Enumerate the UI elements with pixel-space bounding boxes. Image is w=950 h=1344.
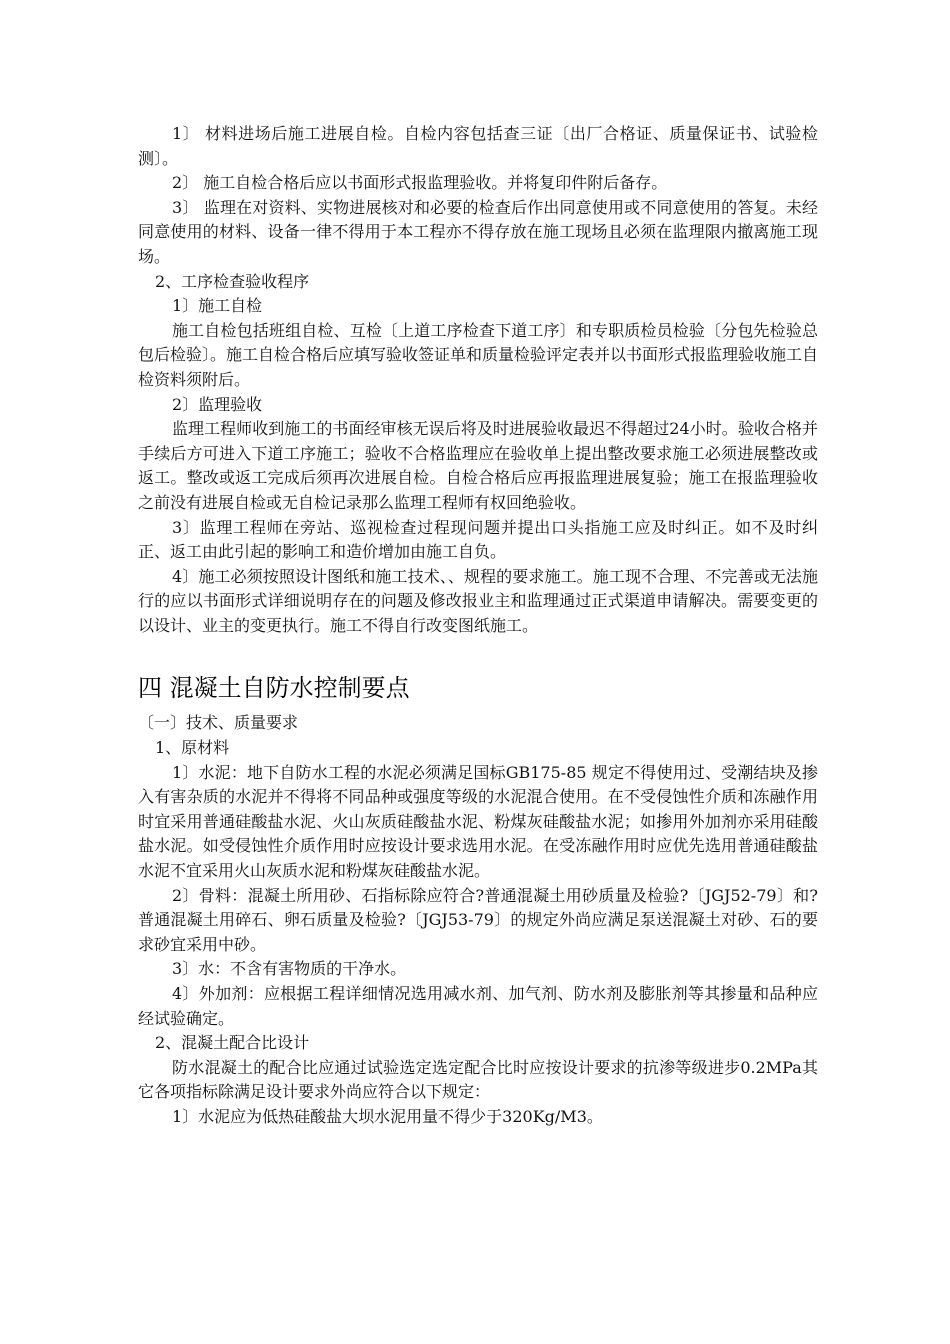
paragraph-design-compliance: 4〕施工必须按照设计图纸和施工技术、、规程的要求施工。施工现不合理、不完善或无法施行的应以书面形式详细说明存在的问题及修改报业主和监理通过正式渠道申请解决。需要变更的以设计、业主的变更执行。施工不得自行改变图纸施工。 bbox=[138, 566, 818, 635]
document-body bbox=[138, 122, 818, 1130]
paragraph-mix-design: 防水混凝土的配合比应通过试验选定选定配合比时应按设计要求的抗渗等级进步0.2MPa其它各项指标除满足设计要求外尚应符合以下规定： bbox=[138, 1057, 818, 1102]
paragraph-aggregate: 2〕骨料：混凝土所用砂、石指标除应符合?普通混凝土用砂质量及检验?〔JGJ52-79〕和?普通混凝土用碎石、卵石质量及检验?〔JGJ53-79〕的规定外尚应满足泵送混凝土对砂、石的要求砂宜采用中砂。 bbox=[138, 885, 818, 954]
paragraph-acceptance-content: 监理工程师收到施工的书面经审核无误后将及时进展验收最迟不得超过24小时。验收合格并手续后方可进入下道工序施工；验收不合格监理应在验收单上提出整改要求施工必须进展整改或返工。整改或返工完成后须再次进展自检。自检合格后应再报监理进展复验；施工在报监理验收之前没有进展自检或无自检记录那么监理工程师有权回绝验收。 bbox=[138, 419, 818, 512]
subheading-raw-materials: 1、原材料 bbox=[155, 738, 230, 758]
paragraph-submit-inspection: 2〕 施工自检合格后应以书面形式报监理验收。并将复印件附后备存。 bbox=[172, 173, 668, 193]
paragraph-supervision-reply: 3〕 监理在对资料、实物进展核对和必要的检查后作出同意使用或不同意使用的答复。未经同意使用的材料、设备一律不得用于本工程亦不得存放在施工现场且必须在监理限内撤离施工现场。 bbox=[138, 197, 818, 266]
paragraph-water: 3〕水：不含有害物质的干净水。 bbox=[172, 959, 407, 979]
subheading-mix-design: 2、混凝土配合比设计 bbox=[155, 1033, 310, 1053]
paragraph-cement: 1〕水泥：地下自防水工程的水泥必须满足国标GB175-85 规定不得使用过、受潮结块及掺入有害杂质的水泥并不得将不同品种或强度等级的水泥混合使用。在不受侵蚀性介质和冻融作用时宜采用普通硅酸盐水泥、火山灰质硅酸盐水泥、粉煤灰硅酸盐水泥；如掺用外加剂亦采用硅酸盐水泥。如受侵蚀性介质作用时应按设计要求选用水泥。在受冻融作用时应优先选用普通硅酸盐水泥不宜采用火山灰质水泥和粉煤灰硅酸盐水泥。 bbox=[138, 762, 818, 881]
subheading-process-inspection: 2、工序检查验收程序 bbox=[155, 271, 310, 291]
section-heading: 四 混凝土自防水控制要点 bbox=[138, 674, 410, 703]
subheading-construction-self-check: 1〕施工自检 bbox=[172, 296, 263, 316]
subheading-supervision-acceptance: 2〕监理验收 bbox=[172, 394, 263, 414]
paragraph-patrol-inspection: 3〕监理工程师在旁站、巡视检查过程现问题并提出口头指施工应及时纠正。如不及时纠正、返工由此引起的影响工和造价增加由施工自负。 bbox=[138, 517, 818, 562]
paragraph-material-self-check: 1〕 材料进场后施工进展自检。自检内容包括查三证〔出厂合格证、质量保证书、试验检测〕。 bbox=[138, 124, 818, 168]
paragraph-cement-dosage: 1〕水泥应为低热硅酸盐大坝水泥用量不得少于320Kg/M3。 bbox=[172, 1106, 603, 1126]
paragraph-admixture: 4〕外加剂：应根据工程详细情况选用减水剂、加气剂、防水剂及膨胀剂等其掺量和品种应经试验确定。 bbox=[138, 984, 818, 1028]
paragraph-self-check-content: 施工自检包括班组自检、互检〔上道工序检查下道工序〕和专职质检员检验〔分包先检验总包后检验〕。施工自检合格后应填写验收签证单和质量检验评定表并以书面形式报监理验收施工自检资料须附后。 bbox=[138, 320, 819, 389]
subheading-technical-quality: 〔一〕技术、质量要求 bbox=[138, 713, 299, 733]
